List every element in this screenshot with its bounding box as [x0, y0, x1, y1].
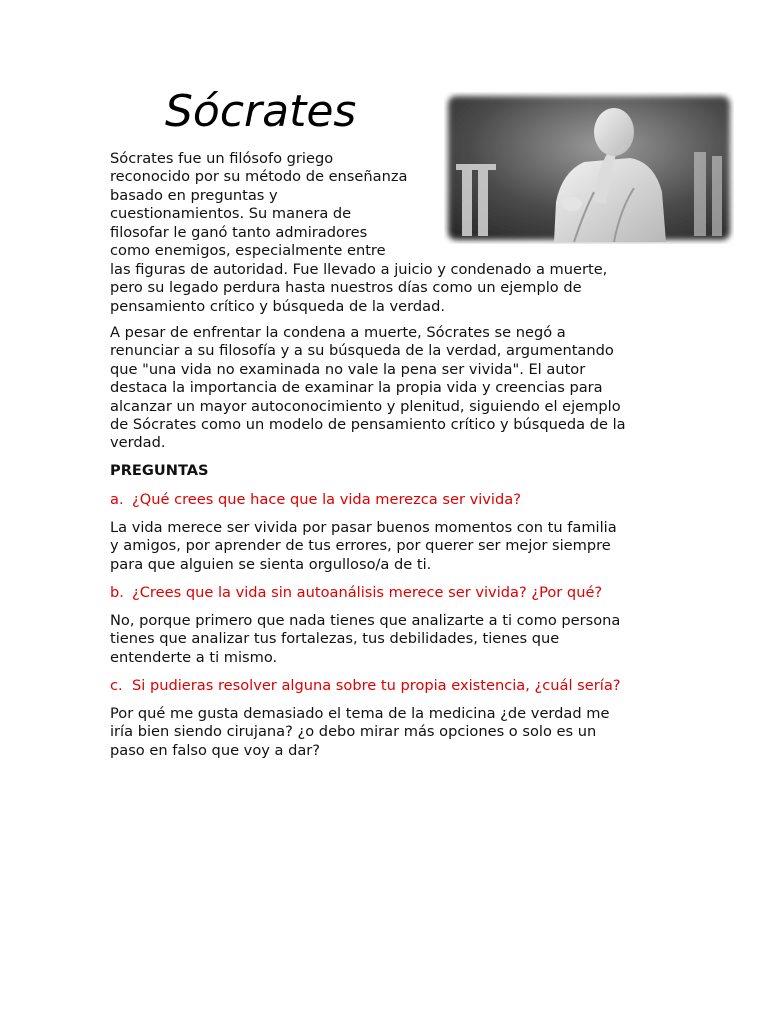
answer-a	[110, 519, 658, 574]
paragraph-line: A pesar de enfrentar la condena a muerte, Sócrates se negó a	[110, 324, 566, 341]
intro-line: filosofar le ganó tanto admiradores	[110, 223, 368, 241]
answer-b	[110, 612, 658, 667]
intro-line: pensamiento crítico y búsqueda de la verdad.	[110, 297, 445, 315]
intro-line: las figuras de autoridad. Fue llevado a juicio y condenado a muerte,	[110, 261, 608, 278]
answer-line: No, porque primero que nada tienes que analizarte a ti como persona	[110, 612, 621, 629]
intro-paragraph-wrapped	[110, 150, 420, 260]
answer-line: iría bien siendo cirujana? ¿o debo mirar más opciones o solo es un	[110, 723, 597, 741]
question-a	[110, 491, 670, 509]
question-text: ¿Qué crees que hace que la vida merezca ser vivida?	[132, 491, 521, 508]
question-letter: a.	[110, 491, 124, 508]
intro-line: Sócrates fue un filósofo griego	[110, 150, 334, 167]
question-letter: b.	[110, 584, 124, 601]
paragraph-line: destaca la importancia de examinar la propia vida y creencias para	[110, 379, 603, 397]
answer-line: y amigos, por aprender de tus errores, por querer ser mejor siempre	[110, 537, 611, 555]
page-title: Sócrates	[165, 86, 357, 137]
second-paragraph	[110, 324, 658, 453]
socrates-statue-image	[444, 92, 734, 244]
question-c	[110, 677, 670, 695]
intro-line: cuestionamientos. Su manera de	[110, 205, 352, 223]
intro-paragraph-continued	[110, 261, 658, 316]
answer-line: Por qué me gusta demasiado el tema de la medicina ¿de verdad me	[110, 705, 610, 722]
answer-c	[110, 705, 658, 760]
intro-line: pero su legado perdura hasta nuestros días como un ejemplo de	[110, 279, 582, 297]
answer-line: entenderte a ti mismo.	[110, 648, 278, 666]
intro-line: basado en preguntas y	[110, 186, 278, 204]
paragraph-line: de Sócrates como un modelo de pensamiento crítico y búsqueda de la	[110, 416, 626, 434]
answer-line: tienes que analizar tus fortalezas, tus debilidades, tienes que	[110, 630, 560, 648]
paragraph-line: renunciar a su filosofía y a su búsqueda de la verdad, argumentando	[110, 342, 614, 360]
paragraph-line: alcanzar un mayor autoconocimiento y plenitud, siguiendo el ejemplo	[110, 397, 621, 415]
paragraph-line: que "una vida no examinada no vale la pena ser vivida". El autor	[110, 360, 586, 378]
intro-line: como enemigos, especialmente entre	[110, 242, 386, 260]
answer-line: paso en falso que voy a dar?	[110, 741, 321, 759]
answer-line: La vida merece ser vivida por pasar buenos momentos con tu familia	[110, 519, 617, 536]
question-text: Si pudieras resolver alguna sobre tu propia existencia, ¿cuál sería?	[132, 677, 621, 694]
intro-line: reconocido por su método de enseñanza	[110, 168, 408, 186]
question-b	[110, 584, 670, 602]
answer-line: para que alguien se sienta orgulloso/a de ti.	[110, 555, 432, 573]
question-letter: c.	[110, 677, 123, 694]
paragraph-line: verdad.	[110, 434, 166, 452]
question-text: ¿Crees que la vida sin autoanálisis merece ser vivida? ¿Por qué?	[132, 584, 603, 601]
section-heading: PREGUNTAS	[110, 462, 209, 479]
